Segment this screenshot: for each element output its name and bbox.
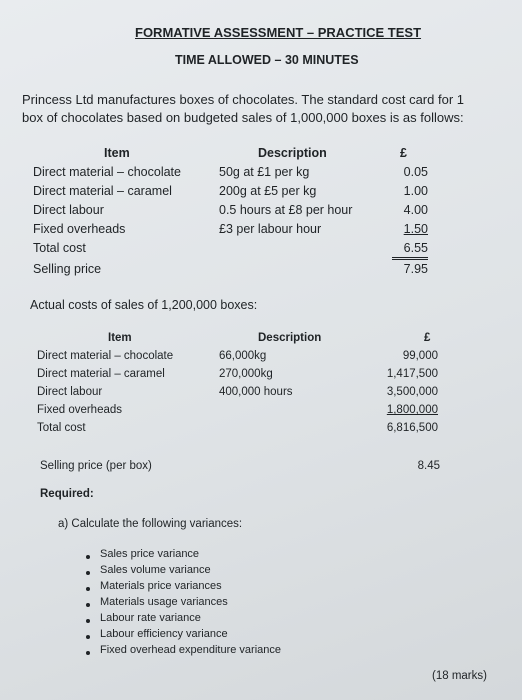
list-item: Sales price variance [100, 548, 200, 560]
std-row-item: Direct labour [33, 203, 104, 217]
std-row-desc: 200g at £5 per kg [219, 184, 317, 198]
act-col-amount: £ [424, 332, 431, 344]
intro-line-2: box of chocolates based on budgeted sales of 1,000,000 boxes is as follows: [22, 110, 464, 125]
std-row-desc: 0.5 hours at £8 per hour [219, 203, 353, 217]
act-row-item: Total cost [37, 422, 86, 434]
std-col-amount: £ [400, 146, 407, 160]
std-row-amount: 4.00 [403, 203, 428, 217]
std-row-desc: £3 per labour hour [219, 222, 322, 236]
std-row-item: Total cost [33, 241, 86, 255]
act-row-item: Direct material – chocolate [37, 350, 174, 362]
std-row-item: Fixed overheads [33, 222, 126, 236]
bullet-icon [86, 571, 90, 575]
act-row-amount: 99,000 [402, 350, 438, 362]
std-row-amount: 1.00 [403, 184, 428, 198]
std-row-amount: 7.95 [403, 262, 428, 276]
list-item: Fixed overhead expenditure variance [100, 644, 282, 656]
required-heading: Required: [40, 488, 94, 500]
act-row-item: Direct material – caramel [37, 368, 165, 380]
time-allowed: TIME ALLOWED – 30 MINUTES [175, 53, 359, 67]
bullet-icon [86, 651, 90, 655]
act-row-desc: 400,000 hours [219, 386, 293, 398]
bullet-icon [86, 587, 90, 591]
std-row-desc: 50g at £1 per kg [219, 165, 310, 179]
act-row-desc: 270,000kg [219, 368, 273, 380]
std-row-amount: 0.05 [403, 165, 428, 179]
act-row-amount: 3,500,000 [386, 386, 438, 398]
std-col-item: Item [104, 146, 130, 160]
bullet-icon [86, 619, 90, 623]
marks-label: (18 marks) [432, 670, 487, 682]
act-row-amount: 1,417,500 [386, 368, 438, 380]
act-row-item: Direct labour [37, 386, 103, 398]
list-item: Materials price variances [100, 580, 222, 592]
bullet-icon [86, 603, 90, 607]
list-item: Sales volume variance [100, 564, 211, 576]
act-col-item: Item [108, 332, 132, 344]
bullet-icon [86, 635, 90, 639]
act-row-desc: 66,000kg [219, 350, 267, 362]
question-a: a) Calculate the following variances: [58, 518, 243, 530]
page-title: FORMATIVE ASSESSMENT – PRACTICE TEST [135, 25, 422, 40]
actual-costs-heading: Actual costs of sales of 1,200,000 boxes: [30, 298, 258, 312]
std-row-amount: 1.50 [403, 222, 428, 236]
list-item: Labour efficiency variance [100, 628, 228, 640]
act-col-desc: Description [258, 332, 322, 344]
list-item: Materials usage variances [100, 596, 228, 608]
act-row-amount: 1,800,000 [386, 404, 438, 416]
act-row-item: Fixed overheads [37, 404, 123, 416]
list-item: Labour rate variance [100, 612, 201, 624]
bullet-icon [86, 555, 90, 559]
std-row-amount: 6.55 [392, 241, 428, 260]
act-row-amount: 6,816,500 [386, 422, 438, 434]
selling-price-value: 8.45 [417, 460, 440, 472]
selling-price-label: Selling price (per box) [40, 460, 152, 472]
std-row-item: Selling price [33, 262, 102, 276]
std-row-item: Direct material – caramel [33, 184, 172, 198]
std-col-desc: Description [258, 146, 327, 160]
std-row-item: Direct material – chocolate [33, 165, 181, 179]
intro-line-1: Princess Ltd manufactures boxes of chocolates. The standard cost card for 1 [22, 92, 464, 107]
